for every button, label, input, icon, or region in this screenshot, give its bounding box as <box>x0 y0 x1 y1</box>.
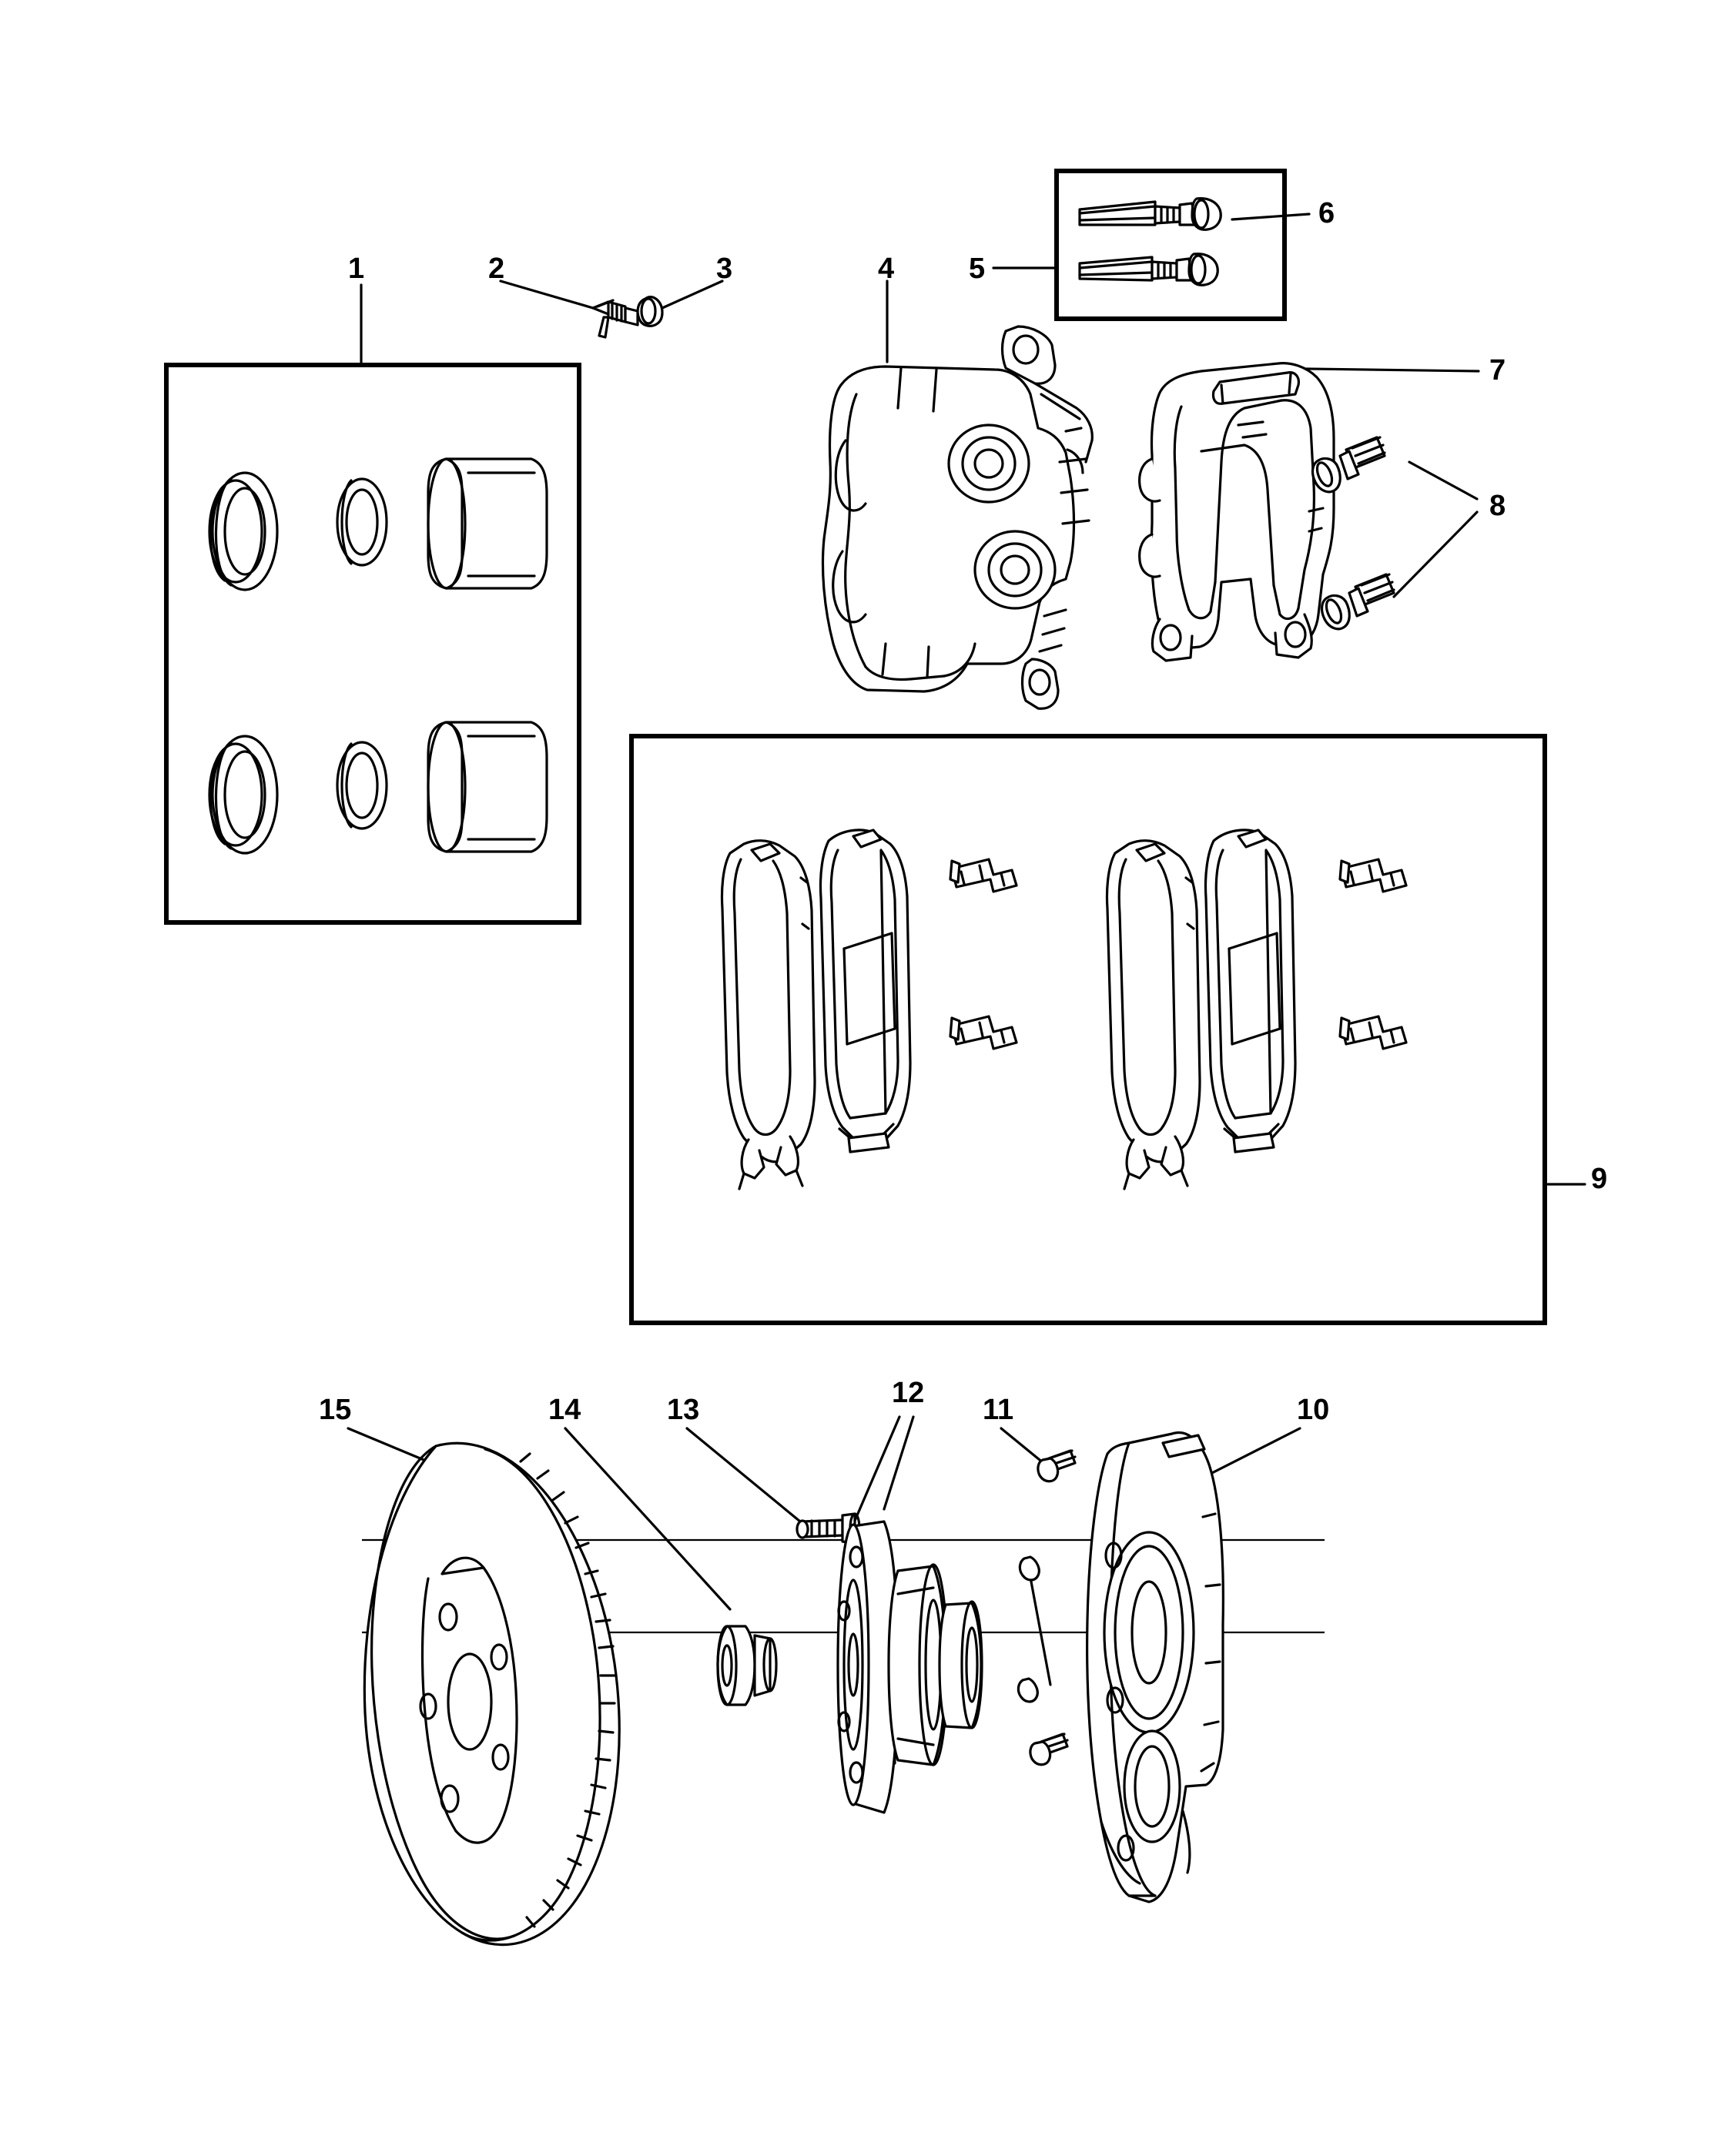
callout-13: 13 <box>667 1394 700 1426</box>
callout-7: 7 <box>1489 354 1506 387</box>
caliper-adapter <box>1140 363 1334 661</box>
callout-1: 1 <box>348 253 365 285</box>
callout-4: 4 <box>878 253 895 285</box>
callout-5: 5 <box>969 253 986 285</box>
callout-3: 3 <box>716 253 733 285</box>
guide-pin-box <box>1057 171 1285 319</box>
pad-clip <box>1340 859 1406 892</box>
shield-screws <box>1018 1451 1075 1765</box>
callout-14: 14 <box>548 1394 581 1426</box>
callout-11: 11 <box>983 1394 1014 1426</box>
bleeder-screw <box>593 300 638 337</box>
guide-pin-bolts <box>1080 199 1221 286</box>
caliper-housing <box>823 326 1093 708</box>
piston-seal-kit-contents <box>209 459 547 853</box>
callout-10: 10 <box>1297 1394 1330 1426</box>
callout-12: 12 <box>892 1377 925 1409</box>
brake-shield <box>1087 1433 1224 1902</box>
pad-clip <box>950 859 1017 892</box>
callout-6: 6 <box>1318 197 1335 229</box>
hub-bearing-assembly <box>838 1522 982 1813</box>
callout-15: 15 <box>319 1394 352 1426</box>
pad-clip <box>950 1016 1017 1049</box>
callout-8: 8 <box>1489 490 1506 522</box>
callout-9: 9 <box>1591 1163 1608 1195</box>
hub-retainer <box>718 1626 776 1705</box>
brake-pad-set <box>722 830 1406 1189</box>
pad-clip <box>1340 1016 1406 1049</box>
brake-rotor <box>364 1443 619 1944</box>
callout-2: 2 <box>488 253 505 285</box>
bleeder-cap <box>638 297 662 326</box>
